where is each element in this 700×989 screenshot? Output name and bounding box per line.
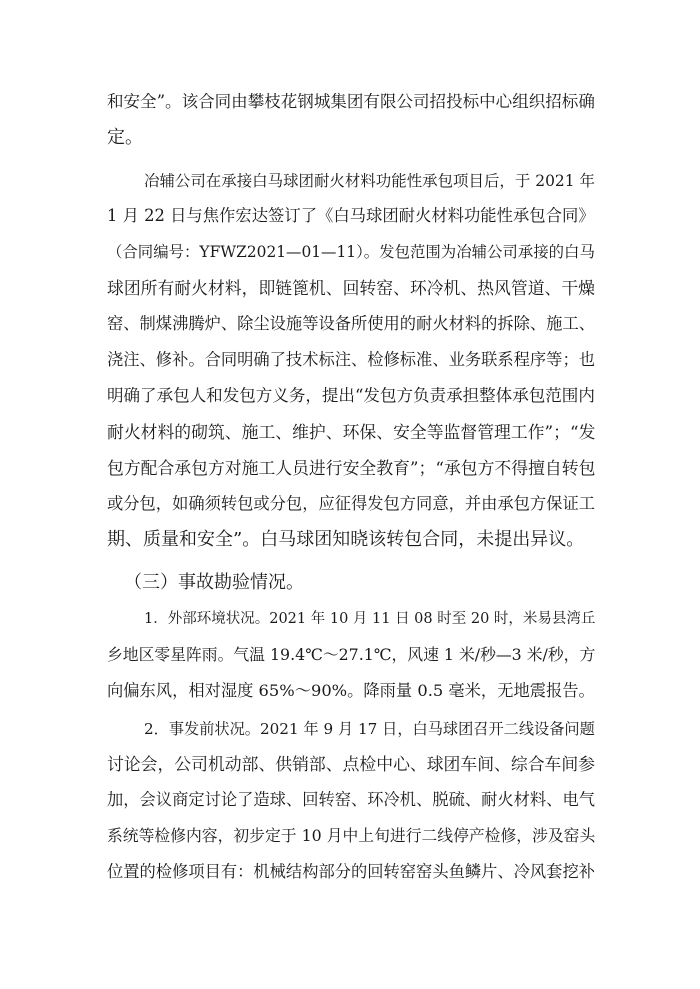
text-line-8: 浇注、修补。合同明确了技术标注、检修标准、业务联系程序等；也 <box>107 350 595 369</box>
text-line-16: 乡地区零星阵雨。气温 19.4℃～27.1℃，风速 1 米/秒—3 米/秒，方 <box>107 645 596 664</box>
text-line-22: 位置的检修项目有：机械结构部分的回转窑窑头鱼鳞片、冷风套挖补 <box>107 862 595 881</box>
text-line-11: 包方配合承包方对施工人员进行安全教育”；“承包方不得擅自转包 <box>107 458 596 478</box>
text-line-21: 系统等检修内容，初步定于 10 月中上旬进行二线停产检修，涉及窑头 <box>107 826 596 845</box>
text-line-19: 讨论会，公司机动部、供销部、点检中心、球团车间、综合车间参 <box>107 754 596 774</box>
text-line-18: 2．事发前状况。2021 年 9 月 17 日，白马球团召开二线设备问题 <box>144 720 595 738</box>
text-line-1: 和安全”。该合同由攀枝花钢城集团有限公司招投标中心组织招标确 <box>107 92 595 111</box>
text-line-13: 期、质量和安全”。白马球团知晓该转包合同，未提出异议。 <box>107 529 585 550</box>
text-line-9: 明确了承包人和发包方义务，提出“发包方负责承担整体承包范围内 <box>107 386 595 405</box>
text-line-7: 窑、制煤沸腾炉、除尘设施等设备所使用的耐火材料的拆除、施工、 <box>107 314 595 333</box>
text-line-3: 冶辅公司在承接白马球团耐火材料功能性承包项目后，于 2021 年 <box>144 172 595 190</box>
text-line-6: 球团所有耐火材料，即链篦机、回转窑、环冷机、热风管道、干燥 <box>107 278 596 298</box>
text-line-10: 耐火材料的砌筑、施工、维护、环保、安全等监督管理工作”；“发 <box>107 422 596 442</box>
text-line-5: （合同编号：YFWZ2021—01—11）。发包范围为冶辅公司承接的白马 <box>107 243 595 261</box>
section-heading: （三）事故勘验情况。 <box>124 572 304 593</box>
text-line-2: 定。 <box>107 127 143 148</box>
text-line-17: 向偏东风，相对湿度 65%～90%。降雨量 0.5 毫米，无地震报告。 <box>107 681 595 700</box>
text-line-12: 或分包，如确须转包或分包，应征得发包方同意，并由承包方保证工 <box>107 494 595 513</box>
text-line-4: 1 月 22 日与焦作宏达签订了《白马球团耐火材料功能性承包合同》 <box>107 206 595 225</box>
text-line-15: 1．外部环境状况。2021 年 10 月 11 日 08 时至 20 时，米易县湾丘 <box>144 611 596 627</box>
text-line-20: 加，会议商定讨论了造球、回转窑、环冷机、脱硫、耐火材料、电气 <box>107 790 595 809</box>
